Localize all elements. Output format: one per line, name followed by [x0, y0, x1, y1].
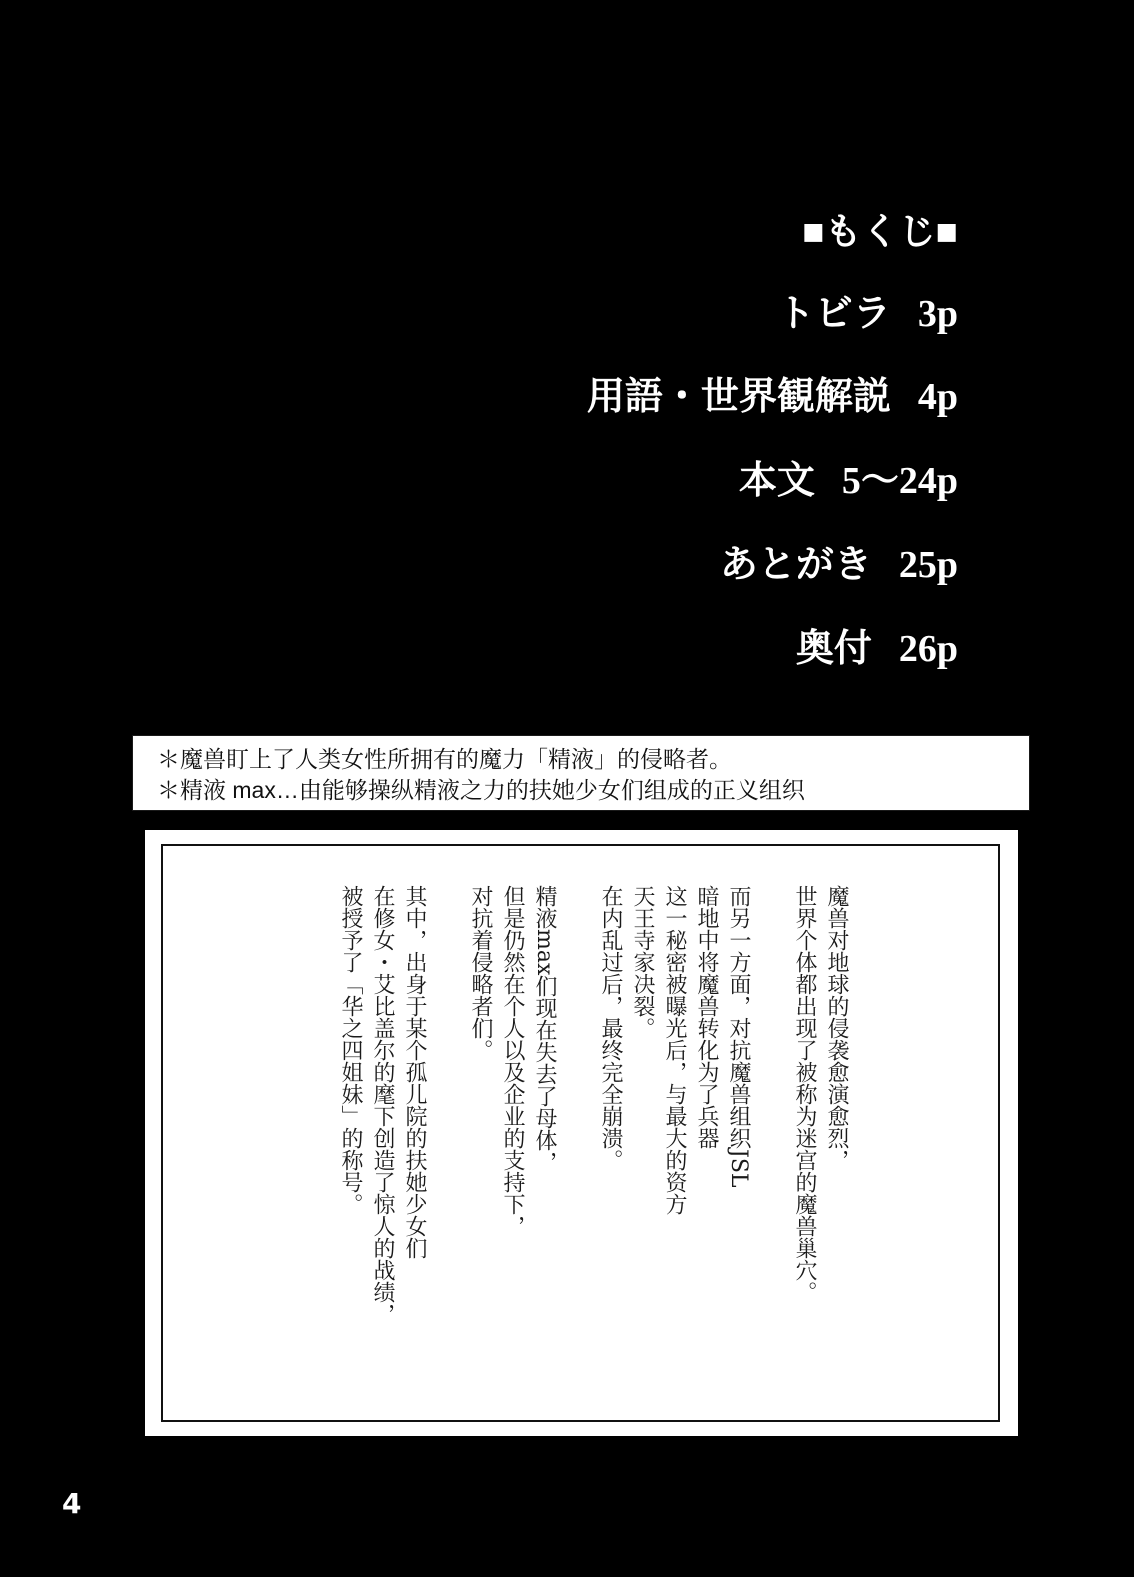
toc-entry-label: トビラ — [776, 292, 891, 335]
story-group-world — [788, 885, 852, 1430]
story-column: 而另一方面，对抗魔兽组织JSL — [726, 885, 751, 1188]
story-column: 魔兽对地球的侵袭愈演愈烈， — [824, 885, 849, 1171]
toc-entry-label: 用語・世界観解説 — [586, 376, 891, 419]
story-group-sisters — [334, 885, 430, 1430]
toc-entry-page: 26p — [898, 628, 958, 671]
toc-entry-label: 本文 — [738, 460, 815, 503]
toc-entry-page: 3p — [917, 292, 958, 335]
story-column: 世界个体都出现了被称为迷宫的魔兽巢穴。 — [792, 885, 817, 1303]
toc-entry-tobira — [587, 292, 958, 335]
toc-entry-afterword — [587, 546, 958, 586]
story-panel — [145, 830, 1018, 1436]
glossary-note-line: ＊魔兽盯上了人类女性所拥有的魔力「精液」的侵略者。 — [157, 746, 732, 772]
story-column: 这一秘密被曝光后，与最大的资方 — [662, 885, 687, 1215]
story-group-jsl — [594, 885, 754, 1430]
toc-section — [587, 212, 958, 714]
story-column: 但是仍然在个人以及企业的支持下， — [500, 885, 525, 1237]
story-group-seieki-max — [464, 885, 560, 1430]
toc-entry-page: 25p — [898, 544, 958, 587]
story-column: 其中，出身于某个孤儿院的扶她少女们 — [402, 885, 427, 1259]
glossary-note-line: ＊精液 max…由能够操纵精液之力的扶她少女们组成的正义组织 — [157, 777, 805, 803]
toc-entry-page: 5～24p — [841, 460, 958, 503]
toc-entry-label: あとがき — [719, 544, 872, 587]
story-column: 在内乱过后，最终完全崩溃。 — [598, 885, 623, 1171]
toc-entry-label: 奥付 — [795, 628, 872, 671]
page-number: 4 — [62, 1487, 82, 1520]
toc-entry-main — [587, 462, 958, 502]
story-column: 被授予了「华之四姐妹」的称号。 — [338, 885, 363, 1215]
story-column: 对抗着侵略者们。 — [468, 885, 493, 1061]
story-column: 在修女・艾比盖尔的麾下创造了惊人的战绩， — [370, 885, 395, 1325]
glossary-note-box — [132, 735, 1030, 811]
story-column: 天王寺家决裂。 — [630, 885, 655, 1039]
toc-entry-colophon — [587, 630, 958, 670]
story-column: 精液max们现在失去了母体， — [532, 885, 557, 1174]
toc-entry-page: 4p — [917, 376, 958, 419]
toc-entry-glossary — [587, 378, 958, 418]
story-vertical-text — [334, 885, 852, 1430]
toc-header: ■もくじ■ — [802, 212, 958, 253]
story-column: 暗地中将魔兽转化为了兵器 — [694, 885, 719, 1149]
